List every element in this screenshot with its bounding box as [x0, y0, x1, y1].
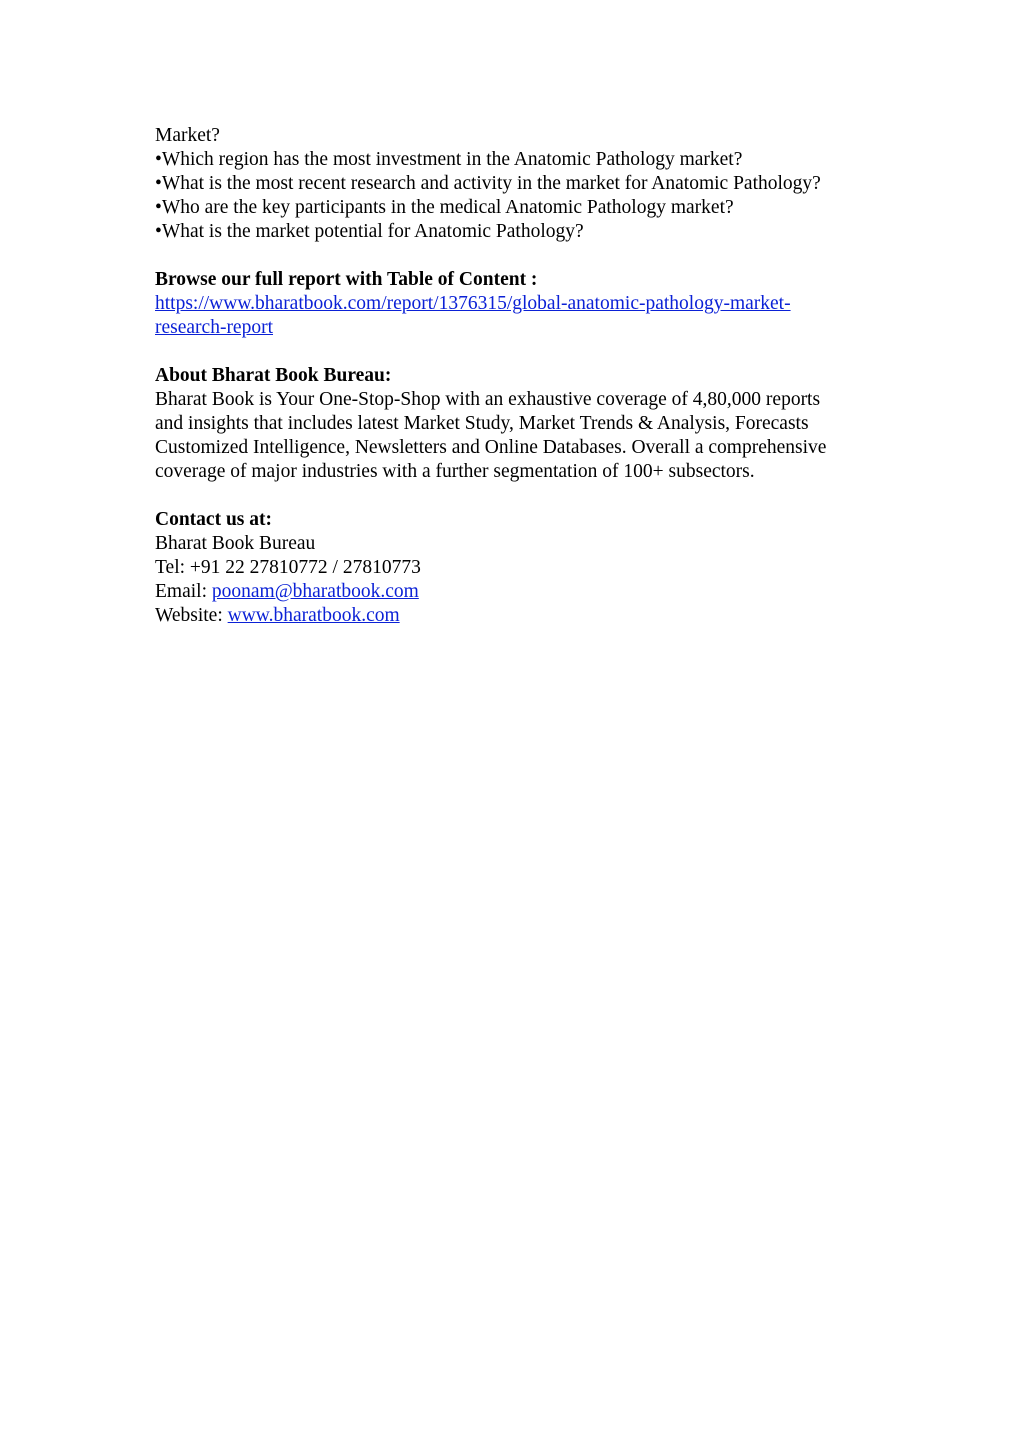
- questions-section: [155, 124, 895, 244]
- question-item: •Who are the key participants in the medical Anatomic Pathology market?: [155, 197, 734, 218]
- paragraph-gap: [155, 484, 895, 508]
- question-fragment: Market?: [155, 125, 220, 146]
- about-text-line: Customized Intelligence, Newsletters and Online Databases. Overall a comprehensive: [155, 437, 827, 458]
- document-page: [155, 124, 895, 628]
- contact-company: Bharat Book Bureau: [155, 533, 316, 554]
- report-link-line-1[interactable]: https://www.bharatbook.com/report/1376315/global-anatomic-pathology-market-: [155, 293, 791, 314]
- contact-section: [155, 508, 895, 628]
- contact-email-row: [155, 580, 895, 604]
- website-link[interactable]: www.bharatbook.com: [227, 605, 400, 626]
- question-item: •Which region has the most investment in the Anatomic Pathology market?: [155, 149, 743, 170]
- email-link[interactable]: poonam@bharatbook.com: [211, 581, 419, 602]
- about-text-line: and insights that includes latest Market Study, Market Trends & Analysis, Forecasts: [155, 413, 809, 434]
- contact-tel: Tel: +91 22 27810772 / 27810773: [155, 557, 421, 578]
- browse-heading: Browse our full report with Table of Content :: [155, 269, 538, 290]
- contact-website-row: [155, 604, 895, 628]
- email-label: Email:: [155, 581, 212, 602]
- about-heading: About Bharat Book Bureau:: [155, 365, 392, 386]
- paragraph-gap: [155, 244, 895, 268]
- about-section: [155, 364, 895, 484]
- about-text-line: Bharat Book is Your One-Stop-Shop with an exhaustive coverage of 4,80,000 reports: [155, 389, 821, 410]
- question-item: •What is the market potential for Anatomic Pathology?: [155, 221, 584, 242]
- website-label: Website:: [155, 605, 228, 626]
- browse-section: [155, 268, 895, 340]
- question-item: •What is the most recent research and activity in the market for Anatomic Pathology?: [155, 173, 821, 194]
- paragraph-gap: [155, 340, 895, 364]
- contact-heading: Contact us at:: [155, 509, 272, 530]
- report-link-line-2[interactable]: research-report: [155, 317, 273, 338]
- about-text-line: coverage of major industries with a further segmentation of 100+ subsectors.: [155, 461, 755, 482]
